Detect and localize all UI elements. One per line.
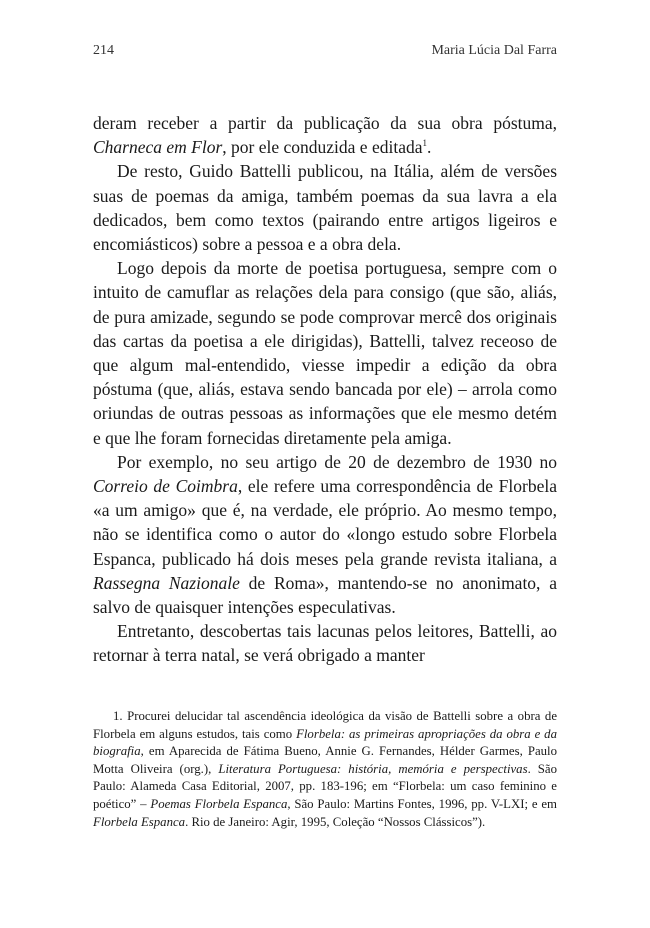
paragraph-5 [93,619,557,667]
footnotes [93,708,557,831]
text-run: de Roma», mantendo-se no anonimato, a salvo de quaisquer intenções especulativas. [93,572,557,618]
italic-run: Florbela Espanca [93,814,186,829]
text-run: Entretanto, descobertas tais lacunas pelos leitores, Battelli, ao retornar à terra natal, se verá obrigado a manter [93,621,557,666]
paragraph-4 [93,450,557,619]
footnote-ref: 1 [422,138,427,149]
italic-run: Rassegna Nazionale [93,572,240,593]
footnote-1 [93,708,557,831]
text-run: deram receber a partir da publicação da sua obra póstuma, [93,113,557,133]
text-run: Por exemplo, no seu artigo de 20 de dezembro de 1930 no [117,451,557,472]
text-run: De resto, Guido Battelli publicou, na Itália, além de versões suas de poemas da amiga, também poemas da sua lavra a ela dedicados, bem como textos (pairando entre artigos ligeiros e encomiásticos) sobre a pessoa e a obra dela. [93,161,557,255]
paragraph-3 [93,256,557,450]
text-run: , em Aparecida de Fátima Bueno, Annie G. Fernandes, Hélder Garmes, Paulo Motta Oliveira (org.), [93,744,557,776]
text-run: , São Paulo: Martins Fontes, 1996, pp. V-LXI; e em [287,796,557,811]
italic-run: Literatura Portuguesa: história, memória e perspectivas [218,761,528,776]
paragraph-1 [93,111,557,159]
running-title: Maria Lúcia Dal Farra [431,43,557,58]
text-run: . Rio de Janeiro: Agir, 1995, Coleção “Nossos Clássicos”). [185,814,486,829]
text-run: 1. Procurei delucidar tal ascendência ideológica da visão de Battelli sobre a obra de Florbela em alguns estudos, tais como [93,709,557,741]
text-run: . São Paulo: Alameda Casa Editorial, 2007, pp. 183-196; em “Florbela: um caso feminino e poético” – [93,761,557,811]
paragraph-2 [93,159,557,256]
italic-run: Florbela: as primeiras apropriações da obra e da biografia [93,726,557,759]
text-run: . [426,137,432,158]
italic-run: Poemas Florbela Espanca [150,796,288,811]
running-header [93,43,557,59]
text-run: Logo depois da morte de poetisa portuguesa, sempre com o intuito de camuflar as relações dela para consigo (que são, aliás, de pura amizade, segundo se pode comprovar mercê dos originais das cartas da poetisa a ele dirigidas), Battelli, talvez receoso de que algum mal-entendido, viesse impedir a edição da obra póstuma (que, aliás, estava sendo bancada por ele) – arrola como oriundas de outras pessoas as informações que ele mesmo detém e que lhe foram fornecidas diretamente pela amiga. [93,258,557,448]
italic-run: Charneca em Flor [93,137,223,158]
page-number: 214 [93,43,114,58]
italic-run: Correio de Coimbra [93,476,238,497]
body-text [93,111,557,668]
text-run: , ele refere uma correspondência de Florbela «a um amigo» que é, na verdade, ele próprio. Ao mesmo tempo, não se identifica como o autor do «longo estudo sobre Florbela Espanca, publicado há dois meses pela grande revista italiana, a [93,476,557,569]
text-run: , por ele conduzida e editada [222,137,423,158]
